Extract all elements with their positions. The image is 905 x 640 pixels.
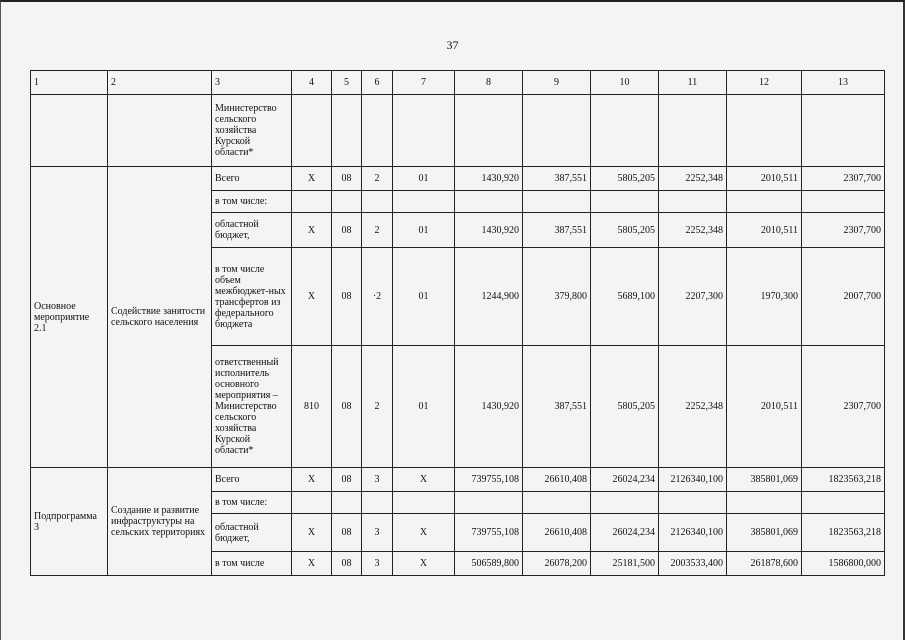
value-cell: 2252,348 [659,167,727,191]
row-label-cell: ответственный исполнитель основного мероприятия – Министерство сельского хозяйства Курской области* [212,346,292,468]
value-cell: 2207,300 [659,248,727,346]
value-cell: 08 [332,248,362,346]
value-cell: 2010,511 [727,213,802,248]
value-cell: 385801,069 [727,514,802,552]
value-cell [659,492,727,514]
value-cell: 25181,500 [591,552,659,576]
header-cell: 13 [802,71,885,95]
value-cell: 2126340,100 [659,514,727,552]
value-cell: 379,800 [523,248,591,346]
value-cell [455,492,523,514]
value-cell [727,492,802,514]
value-cell [802,492,885,514]
value-cell: 1586800,000 [802,552,885,576]
value-cell: Х [292,514,332,552]
empty-cell [727,95,802,167]
value-cell: 1430,920 [455,213,523,248]
value-cell: 387,551 [523,213,591,248]
empty-cell [31,95,108,167]
value-cell: 1430,920 [455,346,523,468]
empty-cell [292,95,332,167]
value-cell: 5805,205 [591,346,659,468]
empty-cell [591,95,659,167]
value-cell: 3 [362,552,393,576]
header-row [31,71,885,95]
header-cell: 12 [727,71,802,95]
header-cell: 4 [292,71,332,95]
value-cell: Х [292,248,332,346]
value-cell: 1430,920 [455,167,523,191]
row-label-cell: в том числе: [212,191,292,213]
value-cell [332,191,362,213]
empty-cell [802,95,885,167]
ministry-cell: Министерство сельского хозяйства Курской области* [212,95,292,167]
header-cell: 2 [108,71,212,95]
value-cell: 387,551 [523,167,591,191]
value-cell: 2 [362,213,393,248]
value-cell [362,191,393,213]
value-cell: 2 [362,167,393,191]
table-row [31,167,885,191]
budget-table [30,70,885,576]
value-cell: 2010,511 [727,167,802,191]
value-cell: Х [393,552,455,576]
value-cell: 5805,205 [591,213,659,248]
value-cell: 2252,348 [659,346,727,468]
value-cell: 1244,900 [455,248,523,346]
value-cell [393,492,455,514]
value-cell: 01 [393,213,455,248]
value-cell: 5805,205 [591,167,659,191]
value-cell: 08 [332,552,362,576]
value-cell: 26078,200 [523,552,591,576]
value-cell [292,191,332,213]
value-cell: 2 [362,346,393,468]
value-cell: 506589,800 [455,552,523,576]
value-cell: 08 [332,514,362,552]
header-cell: 5 [332,71,362,95]
value-cell: 26610,408 [523,514,591,552]
value-cell: 08 [332,167,362,191]
row-label-cell: в том числе объем межбюджет-ных трансфертов из федерального бюджета [212,248,292,346]
row-label-cell: в том числе [212,552,292,576]
value-cell [591,191,659,213]
row-label-cell: Всего [212,167,292,191]
row-label-cell: областной бюджет, [212,213,292,248]
value-cell [659,191,727,213]
value-cell [292,492,332,514]
empty-cell [659,95,727,167]
value-cell [455,191,523,213]
value-cell: 385801,069 [727,468,802,492]
item-description-cell: Содействие занятости сельского населения [108,167,212,468]
header-cell: 9 [523,71,591,95]
value-cell: 26024,234 [591,514,659,552]
value-cell [393,191,455,213]
row-label-cell: Всего [212,468,292,492]
value-cell: ·2 [362,248,393,346]
value-cell: 08 [332,213,362,248]
header-cell: 7 [393,71,455,95]
value-cell: 1970,300 [727,248,802,346]
item-name-cell: Подпрограмма 3 [31,468,108,576]
value-cell: 01 [393,167,455,191]
empty-cell [455,95,523,167]
value-cell: 08 [332,346,362,468]
table-row [31,468,885,492]
value-cell: 26610,408 [523,468,591,492]
value-cell: 2010,511 [727,346,802,468]
value-cell: 01 [393,248,455,346]
header-cell: 6 [362,71,393,95]
value-cell: 3 [362,468,393,492]
header-cell: 3 [212,71,292,95]
value-cell: Х [393,514,455,552]
page-number: 37 [446,38,459,52]
value-cell [591,492,659,514]
value-cell: 2007,700 [802,248,885,346]
header-cell: 10 [591,71,659,95]
value-cell: Х [292,167,332,191]
row-label-cell: в том числе: [212,492,292,514]
empty-cell [108,95,212,167]
value-cell [727,191,802,213]
value-cell [523,191,591,213]
value-cell: 2252,348 [659,213,727,248]
value-cell: 2307,700 [802,213,885,248]
value-cell: Х [292,468,332,492]
empty-cell [362,95,393,167]
value-cell: Х [292,213,332,248]
header-cell: 1 [31,71,108,95]
value-cell: 3 [362,514,393,552]
value-cell: 2307,700 [802,167,885,191]
value-cell: 08 [332,468,362,492]
empty-cell [393,95,455,167]
value-cell: 01 [393,346,455,468]
empty-cell [332,95,362,167]
value-cell: Х [393,468,455,492]
value-cell: 2307,700 [802,346,885,468]
header-cell: 11 [659,71,727,95]
value-cell: 2126340,100 [659,468,727,492]
value-cell [802,191,885,213]
value-cell: 2003533,400 [659,552,727,576]
value-cell: Х [292,552,332,576]
value-cell: 261878,600 [727,552,802,576]
value-cell: 387,551 [523,346,591,468]
value-cell [332,492,362,514]
value-cell: 1823563,218 [802,514,885,552]
value-cell: 1823563,218 [802,468,885,492]
value-cell: 810 [292,346,332,468]
value-cell: 739755,108 [455,514,523,552]
item-name-cell: Основное мероприятие 2.1 [31,167,108,468]
header-cell: 8 [455,71,523,95]
value-cell: 26024,234 [591,468,659,492]
value-cell [523,492,591,514]
empty-cell [523,95,591,167]
value-cell: 5689,100 [591,248,659,346]
row-label-cell: областной бюджет, [212,514,292,552]
value-cell [362,492,393,514]
value-cell: 739755,108 [455,468,523,492]
item-description-cell: Создание и развитие инфраструктуры на сельских территориях [108,468,212,576]
ministry-row [31,95,885,167]
